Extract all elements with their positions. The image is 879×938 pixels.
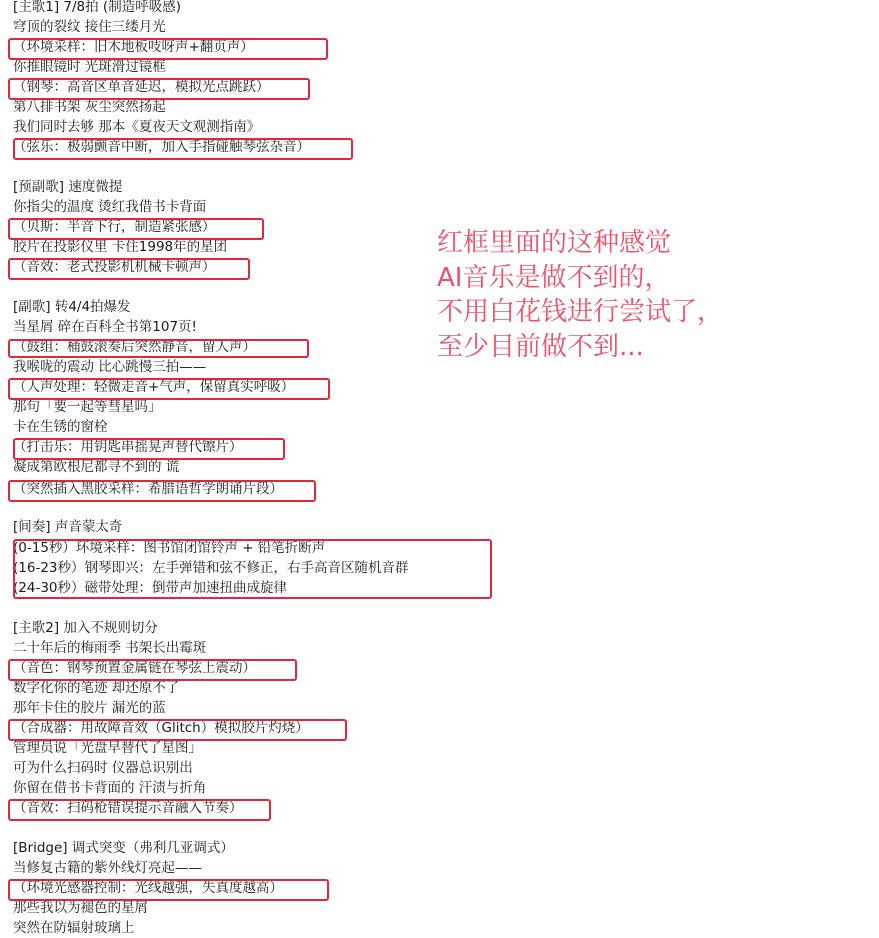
red-highlight-box — [13, 138, 353, 160]
red-highlight-box — [8, 258, 250, 280]
red-highlight-box — [8, 78, 310, 100]
red-highlight-box — [8, 799, 271, 821]
lyric-line: 管理员说「光盘早替代了星图」 — [13, 740, 202, 756]
lyric-line: 我们同时去够 那本《夏夜天文观测指南》 — [13, 119, 261, 135]
lyric-line: (16-23秒）钢琴即兴：左手弹错和弦不修正，右手高音区随机音群 — [13, 560, 409, 576]
lyric-line: 可为什么扫码时 仪器总识别出 — [13, 760, 193, 776]
annotation-line: AI音乐是做不到的， — [437, 262, 671, 293]
lyric-line: （弦乐：极弱颤音中断，加入手指碰触琴弦杂音） — [13, 139, 310, 155]
lyric-line: （音效：扫码枪错误提示音融入节奏） — [13, 800, 243, 816]
annotation-line: 不用白花钱进行尝试了， — [437, 297, 724, 327]
lyric-line: 卡在生锈的窗栓 — [13, 419, 108, 435]
section-heading: [副歌] 转4/4拍爆发 — [13, 299, 131, 315]
red-highlight-box — [8, 480, 316, 502]
lyric-line: （打击乐：用钥匙串摇晃声替代镲片） — [13, 439, 243, 455]
lyric-line: 穹顶的裂纹 接住三缕月光 — [13, 19, 166, 35]
red-highlight-box — [8, 719, 347, 741]
lyric-line: （合成器：用故障音效（Glitch）模拟胶片灼烧） — [13, 720, 309, 736]
lyric-line: 当星屑 碎在百科全书第107页! — [13, 319, 197, 335]
section-heading: [Bridge] 调式突变（弗利几亚调式） — [13, 840, 234, 856]
lyric-line: 你推眼镜时 光斑滑过镜框 — [13, 59, 166, 75]
lyric-line: 那句「要一起等彗星吗」 — [13, 399, 162, 415]
red-highlight-box — [8, 38, 328, 60]
red-highlight-box — [8, 218, 264, 240]
red-highlight-box — [8, 339, 309, 358]
section-heading: [预副歌] 速度微提 — [13, 179, 123, 195]
annotation-line: 红框里面的这种感觉 — [437, 228, 672, 258]
lyric-line: 当修复古籍的紫外线灯亮起—— — [13, 860, 202, 876]
lyric-line: （音效：老式投影机机械卡顿声） — [13, 259, 216, 275]
section-heading: [主歌1] 7/8拍 (制造呼吸感) — [13, 0, 181, 15]
lyric-line: （环境光感器控制：光线越强，失真度越高） — [13, 880, 283, 896]
lyric-line: （鼓组：桶鼓滚奏后突然静音，留人声） — [13, 339, 256, 355]
section-heading: [主歌2] 加入不规则切分 — [13, 620, 158, 636]
lyric-line: （音色：钢琴预置金属链在琴弦上震动） — [13, 660, 256, 676]
section-heading: [间奏] 声音蒙太奇 — [13, 519, 123, 535]
lyric-line: （突然插入黑胶采样：希腊语哲学朗诵片段） — [13, 481, 283, 497]
lyric-line: 二十年后的梅雨季 书架长出霉斑 — [13, 640, 207, 656]
red-highlight-box — [8, 378, 330, 400]
red-annotation — [437, 226, 867, 364]
lyric-line: 你留在借书卡背面的 汗渍与折角 — [13, 780, 207, 796]
red-highlight-box — [13, 539, 492, 599]
lyric-line: 数字化你的笔迹 却还原不了 — [13, 680, 180, 696]
red-highlight-box — [8, 879, 329, 901]
lyric-line: （贝斯：半音下行，制造紧张感） — [13, 219, 216, 235]
lyric-line: （钢琴：高音区单音延迟，模拟光点跳跃） — [13, 79, 270, 95]
lyric-line: 你指尖的温度 烫红我借书卡背面 — [13, 199, 207, 215]
lyric-line: （环境采样：旧木地板吱呀声+翻页声） — [13, 39, 254, 55]
lyric-line: (24-30秒）磁带处理：倒带声加速扭曲成旋律 — [13, 580, 287, 596]
lyric-line: 胶片在投影仪里 卡住1998年的星团 — [13, 239, 228, 255]
lyric-line: (0-15秒）环境采样：图书馆闭馆铃声 + 铅笔折断声 — [13, 540, 326, 556]
lyric-line: 那些我以为褪色的星屑 — [13, 900, 148, 916]
lyric-line: 凝成第欧根尼都寻不到的 谎 — [13, 459, 180, 475]
lyric-line: 我喉咙的震动 比心跳慢三拍—— — [13, 359, 207, 375]
red-highlight-box — [8, 659, 297, 681]
lyric-line: 第八排书架 灰尘突然扬起 — [13, 99, 166, 115]
lyric-line: 突然在防辐射玻璃上 — [13, 920, 135, 936]
annotation-line: 至少目前做不到... — [437, 331, 644, 362]
lyric-line: 那年卡住的胶片 漏光的蓝 — [13, 700, 166, 716]
red-highlight-box — [13, 438, 285, 460]
lyric-line: （人声处理：轻微走音+气声，保留真实呼吸） — [13, 379, 295, 395]
